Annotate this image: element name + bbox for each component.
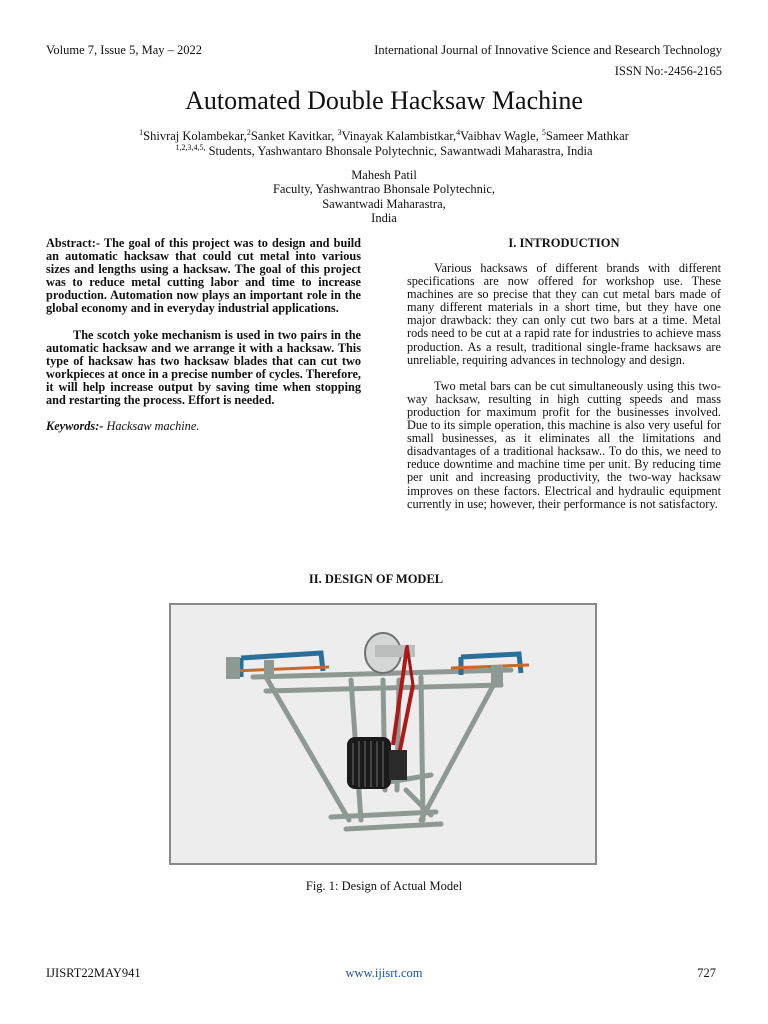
abstract-paragraph: The scotch yoke mechanism is used in two pairs in the automatic hacksaw and we arrange it with a hacksaw. This type of hacksaw has two hacksaw blades that can cut two workpieces at once in a precise number of cycles. Therefore, it will help increase output by saving time when stopping and restarting the process. Effort is needed. xyxy=(46,327,361,408)
author-name: Vinayak Kalambistkar, xyxy=(341,129,457,143)
journal-website-link[interactable]: www.ijisrt.com xyxy=(345,966,423,980)
abstract-paragraph: Abstract:- The goal of this project was to design and build an automatic hacksaw that could cut metal into various sizes and lengths using a hacksaw. The goal of this project was to reduce metal cutting labor and time to increase production. Automation now plays an important role in the global economy and in everyday industrial applications. xyxy=(46,236,361,316)
faculty-country: India xyxy=(371,211,397,225)
introduction-column xyxy=(407,262,721,524)
intro-paragraph: Two metal bars can be cut simultaneously using this two-way hacksaw, resulting in high cutting speeds and mass production for maximum profit for the businesses involved. Due to its simple operation, this machine is also very useful for small businesses, as it eliminates all the limitations and disadvantages of a traditional hacksaw.. To do this, we need to reduce downtime and machine time per unit. By reducing time per unit and increasing productivity, the two-way hacksaw improves on these factors. Electrical and hydraulic equipment currently in use; however, their performance is not satisfactory. xyxy=(407,378,721,511)
paper-title: Automated Double Hacksaw Machine xyxy=(185,86,583,115)
author-sup: 2 xyxy=(246,127,251,137)
keywords xyxy=(46,420,361,433)
faculty-affiliation: Faculty, Yashwantrao Bhonsale Polytechnic, xyxy=(272,182,496,196)
faculty-name: Mahesh Patil xyxy=(351,168,417,182)
flywheel xyxy=(365,633,415,685)
author-name: Vaibhav Wagle, xyxy=(460,129,542,143)
journal-volume: Volume 7, Issue 5, May – 2022 xyxy=(46,43,203,57)
paper-id: IJISRT22MAY941 xyxy=(46,966,141,980)
journal-name: International Journal of Innovative Science and Research Technology xyxy=(374,43,722,57)
author-name: Shivraj Kolambekar, xyxy=(143,129,247,143)
affiliation-sup: 1,2,3,4,5, xyxy=(175,142,206,152)
author-name: Sanket Kavitkar, xyxy=(250,129,338,143)
keywords-text: Hacksaw machine. xyxy=(103,419,200,434)
hacksaw-machine-drawing xyxy=(171,605,595,863)
affiliation xyxy=(0,144,768,159)
abstract-column xyxy=(46,237,361,446)
faculty-city: Sawantwadi Maharastra, xyxy=(322,197,446,211)
author-sup: 3 xyxy=(337,127,342,137)
figure-caption: Fig. 1: Design of Actual Model xyxy=(305,879,463,893)
author-sup: 4 xyxy=(456,127,461,137)
page-number: 727 xyxy=(697,966,716,980)
keywords-label: Keywords:- xyxy=(46,419,104,434)
author-sup: 5 xyxy=(541,127,546,137)
section-heading-design: II. DESIGN OF MODEL xyxy=(308,572,444,586)
section-heading-introduction: I. INTRODUCTION xyxy=(508,236,620,250)
figure-machine-model xyxy=(169,603,597,865)
author-name: Sameer Mathkar xyxy=(545,129,629,143)
author-list xyxy=(0,129,768,144)
affiliation-text: Students, Yashwantaro Bhonsale Polytechnic, Sawantwadi Maharastra, India xyxy=(205,144,593,158)
intro-paragraph: Various hacksaws of different brands with different specifications are now offered for workshop use. These machines are so precise that they can cut metal bars made of many different materials in a short time, but they have one major drawback: they can only cut two bars at a time. Metal rods need to be cut at a rapid rate for industries to achieve mass production. As a result, traditional single-frame hacksaws are unreliable, requiring advances in technology and design. xyxy=(407,261,721,367)
author-sup: 1 xyxy=(139,127,144,137)
issn-number: ISSN No:-2456-2165 xyxy=(614,64,722,78)
